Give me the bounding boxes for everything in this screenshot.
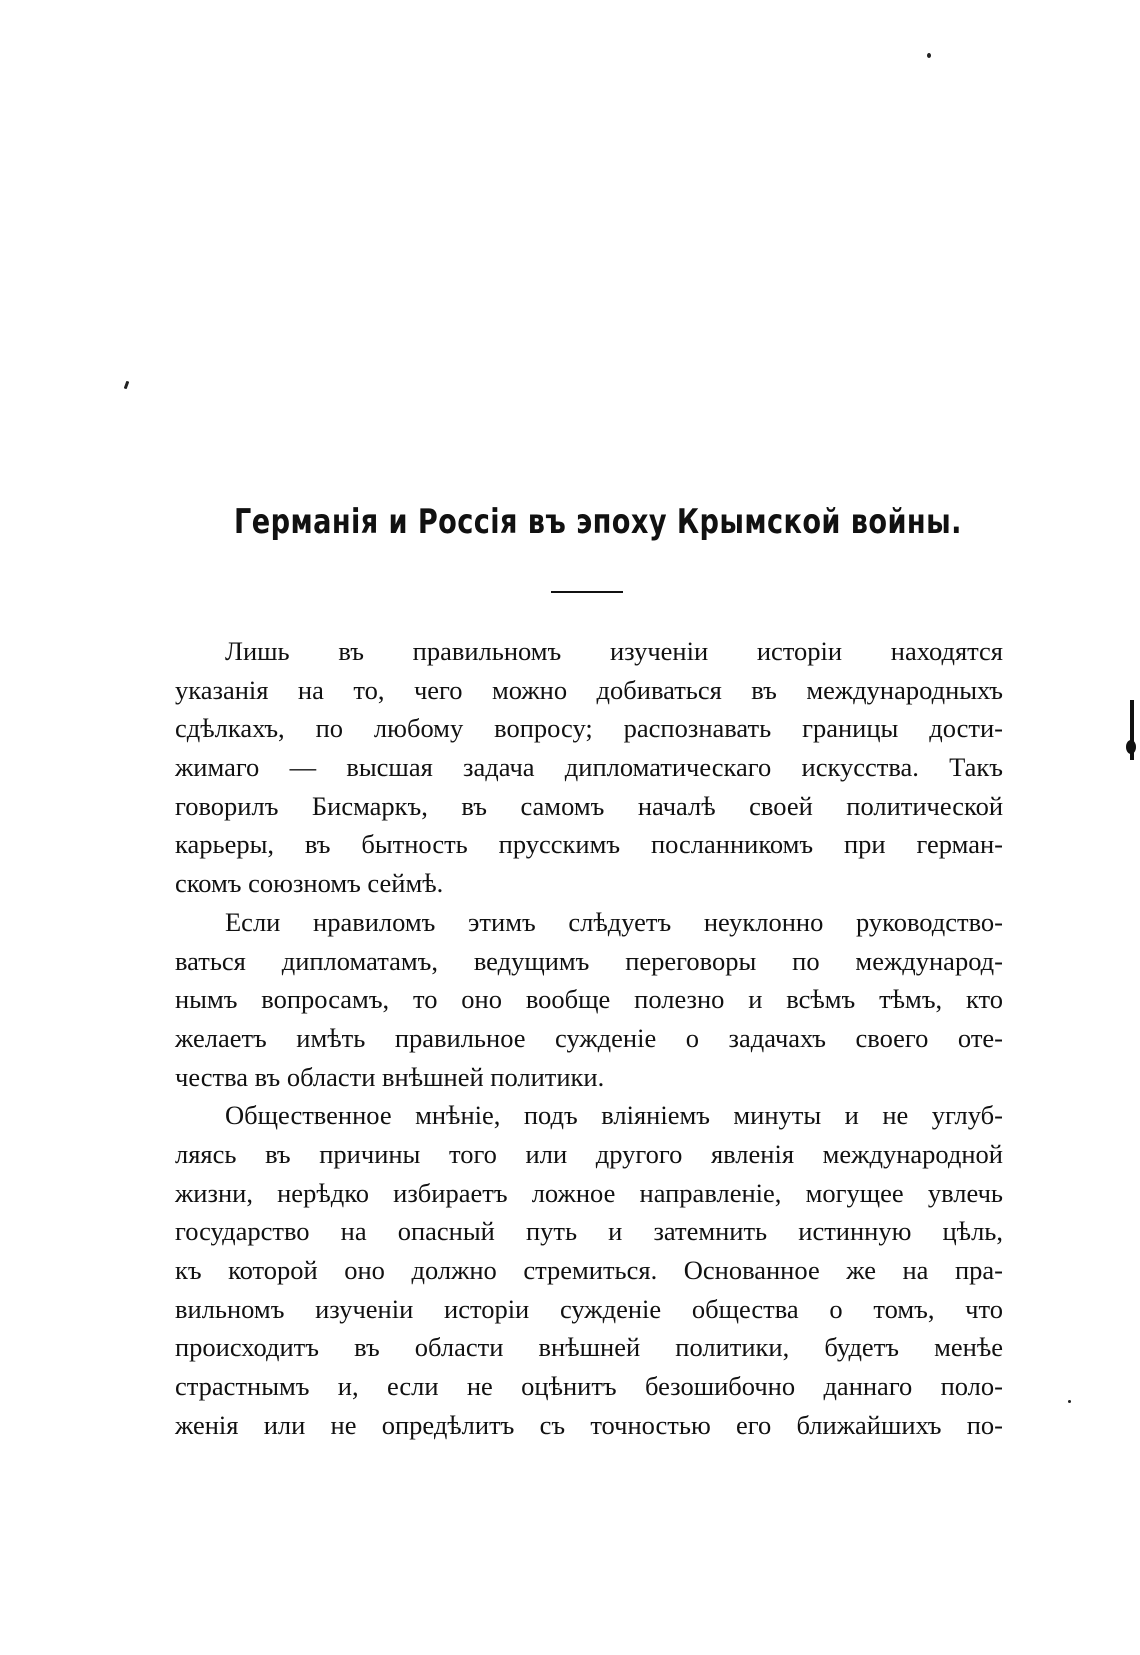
text-line: говорилъ Бисмаркъ, въ самомъ началѣ своей политической bbox=[175, 790, 1003, 821]
text-line: женія или не опредѣлитъ съ точностью его ближайшихъ по- bbox=[175, 1409, 1003, 1440]
text-line: Общественное мнѣніе, подъ вліяніемъ минуты и не углуб- bbox=[225, 1100, 1003, 1131]
title-divider bbox=[551, 591, 623, 593]
text-line: желаетъ имѣть правильное сужденіе о задачахъ своего оте- bbox=[175, 1022, 1003, 1053]
text-line: скомъ союзномъ сеймѣ. bbox=[175, 868, 444, 899]
text-line: вильномъ изученіи исторіи сужденіе общества о томъ, что bbox=[175, 1293, 1003, 1324]
text-line: Лишь въ правильномъ изученіи исторіи находятся bbox=[225, 636, 1003, 666]
text-line: чества въ области внѣшней политики. bbox=[175, 1061, 605, 1092]
ink-speck bbox=[1068, 1400, 1071, 1403]
paragraph bbox=[175, 632, 1003, 903]
text-line: происходитъ въ области внѣшней политики, будетъ менѣе bbox=[175, 1332, 1003, 1363]
text-line: страстнымъ и, если не оцѣнитъ безошибочно даннаго поло- bbox=[175, 1371, 1003, 1402]
text-line: жимаго — высшая задача дипломатическаго искусства. Такъ bbox=[175, 752, 1003, 783]
text-line: государство на опасный путь и затемнить истинную цѣль, bbox=[175, 1216, 1003, 1247]
ink-speck bbox=[124, 381, 130, 390]
page-edge-mark bbox=[1126, 740, 1136, 754]
text-line: указанія на то, чего можно добиваться въ международныхъ bbox=[175, 674, 1003, 705]
paragraph bbox=[175, 1096, 1003, 1444]
chapter-title: Германія и Россія въ эпоху Крымской войны. bbox=[234, 502, 962, 542]
text-line: нымъ вопросамъ, то оно вообще полезно и всѣмъ тѣмъ, кто bbox=[175, 984, 1003, 1015]
text-line: Если нравиломъ этимъ слѣдуетъ неуклонно руководство- bbox=[225, 906, 1003, 937]
text-line: карьеры, въ бытность прусскимъ посланникомъ при герман- bbox=[175, 829, 1003, 860]
text-line: сдѣлкахъ, по любому вопросу; распознавать границы дости- bbox=[175, 713, 1003, 744]
text-line: ваться дипломатамъ, ведущимъ переговоры по международ- bbox=[175, 945, 1003, 976]
text-line: ляясь въ причины того или другого явленія международной bbox=[175, 1138, 1003, 1169]
paragraph bbox=[175, 903, 1003, 1096]
body-text bbox=[175, 632, 1003, 1444]
ink-speck bbox=[927, 53, 931, 58]
text-line: жизни, нерѣдко избираетъ ложное направленіе, могущее увлечь bbox=[175, 1177, 1003, 1208]
text-line: къ которой оно должно стремиться. Основанное же на пра- bbox=[175, 1255, 1003, 1285]
